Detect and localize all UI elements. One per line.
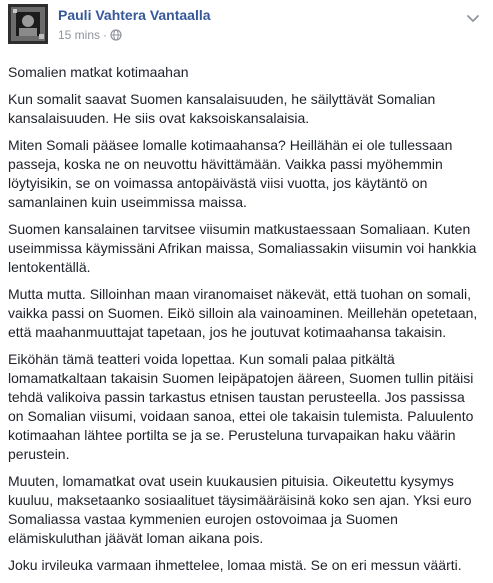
chevron-down-icon[interactable] bbox=[465, 10, 481, 26]
post-meta bbox=[58, 28, 122, 42]
post-paragraph: Miten Somali pääsee lomalle kotimaahansa? Heillähän ei ole tullessaan passeja, koska ne on neuvottu hävittämään. Vaikka passi myöhemmin löytyisikin, se on voimassa antopäivästä viisi vuotta, jos käytäntö on samanlainen kuin useimmissa maissa. bbox=[8, 137, 453, 210]
post-paragraph: Mutta mutta. Silloinhan maan viranomaiset näkevät, että tuohan on somali, vaikka passi on Suomen. Eikö silloin ala vainoaminen. Meillehän opetetaan, että maahanmuuttajat tapetaan, jos he joutuvat kotimaahansa takaisin. bbox=[8, 286, 478, 340]
author-name-link[interactable]: Pauli Vahtera Vantaalla bbox=[58, 7, 211, 23]
post-paragraph: Kun somalit saavat Suomen kansalaisuuden, he säilyttävät Somalian kansalaisuuden. He siis ovat kaksoiskansalaisia. bbox=[8, 91, 436, 126]
post-paragraph: Eiköhän tämä teatteri voida lopettaa. Kun somali palaa pitkältä lomamatkaltaan takaisin Suomen leipäpatojen ääreen, Suomen tullin pitäisi tehdä valikoiva passin tarkastus etnisen taustan perusteella. Jos passissa on Somalian viisumi, voidaan sanoa, ettei ole takaisin tulemista. Paluulento kotimaahan lähtee portilta se ja se. Perusteluna turvapaikan haku väärin perustein. bbox=[8, 351, 474, 462]
post-timestamp[interactable]: 15 mins bbox=[58, 28, 101, 42]
meta-separator: · bbox=[103, 28, 108, 42]
post-title: Somalien matkat kotimaahan bbox=[8, 64, 189, 80]
avatar[interactable] bbox=[8, 4, 48, 44]
post-content bbox=[8, 63, 484, 583]
post-paragraph: Joku irvileuka varmaan ihmettelee, lomaa mistä. Se on eri messun väärti. bbox=[8, 557, 462, 573]
post-paragraph: Muuten, lomamatkat ovat usein kuukausien pituisia. Oikeutettu kysymys kuuluu, maksetaanko sosiaalituet täysimääräisinä koko sen ajan. Yksi euro Somaliassa vastaa kymmenien eurojen ostovoimaa ja Suomen elämiskuluthan jäävät loman aikana pois. bbox=[8, 473, 472, 546]
post-paragraph: Suomen kansalainen tarvitsee viisumin matkustaessaan Somaliaan. Kuten useimmissa käymissäni Afrikan maissa, Somaliassakin viisumin voi hankkia lentokentällä. bbox=[8, 221, 477, 275]
post-header bbox=[8, 4, 485, 48]
globe-icon[interactable] bbox=[110, 29, 122, 41]
